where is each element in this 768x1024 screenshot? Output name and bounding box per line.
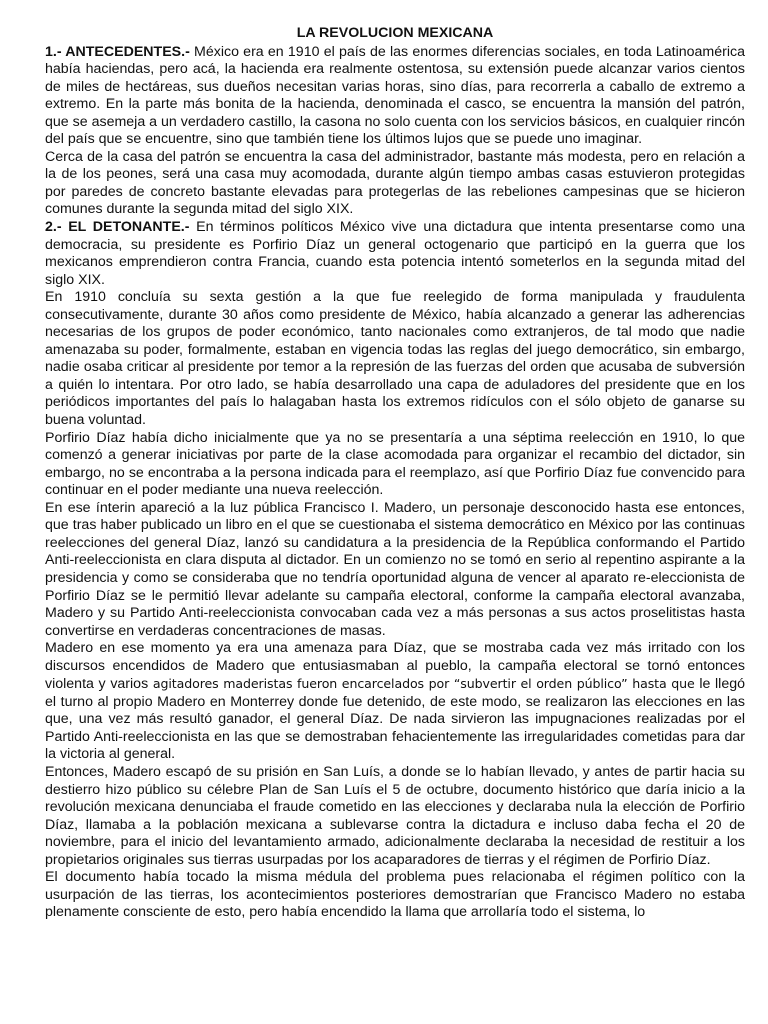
paragraph-part-alt-font: agitadores maderistas fueron encarcelados por “subvertir el orden público” hasta que [152, 676, 695, 692]
section-detonante-paragraph [45, 219, 745, 289]
paragraph-mixed-font [45, 640, 745, 764]
section-antecedentes-body: México era en 1910 el país de las enormes diferencias sociales, en toda Latinoamérica había haciendas, pero acá, la hacienda era realmente ostentosa, su extensión puede alcanzar varios cientos de miles de hectáreas, sus dueños necesitan varias horas, sino días, para recorrerla a caballo de extremo a extremo. En la parte más bonita de la hacienda, denominada el casco, se encuentra la mansión del patrón, que se asemeja a un verdadero castillo, la casona no solo cuenta con los servicios básicos, en cualquier rincón del país que se encuentre, sino que también tiene los últimos lujos que se puede uno imaginar. [45, 43, 745, 148]
paragraph: El documento había tocado la misma médula del problema pues relacionaba el régimen político con la usurpación de las tierras, los acontecimientos posteriores demostrarían que Francisco Madero no estaba plenamente consciente de esto, pero había encendido la llama que arrollaría todo el sistema, lo [45, 869, 745, 921]
paragraph: Entonces, Madero escapó de su prisión en San Luís, a donde se lo habían llevado, y antes de partir hacia su destierro hizo público su célebre Plan de San Luís el 5 de octubre, documento histórico que daría inicio a la revolución mexicana denunciaba el fraude cometido en las elecciones y declaraba nula la elección de Porfirio Díaz, llamaba a la población mexicana a sublevarse contra la dictadura e incluso daba fecha el 20 de noviembre, para el inicio del levantamiento armado, adicionalmente declaraba la necesidad de restituir a los propietarios originales sus tierras usurpadas por los acaparadores de tierras y el régimen de Porfirio Díaz. [45, 763, 745, 868]
document-title: LA REVOLUCION MEXICANA [296, 25, 494, 41]
section-detonante-body: En términos políticos México vive una dictadura que intenta presentarse como una democracia, su presidente es Porfirio Díaz un general octogenario que participó en la guerra que los mexicanos emprendieron contra Francia, cuando esta potencia intentó someterlos en la segunda mitad del siglo XIX. [45, 219, 746, 288]
paragraph: En ese ínterin apareció a la luz pública Francisco I. Madero, un personaje desconocido hasta ese entonces, que tras haber publicado un libro en el que se cuestionaba el sistema democrático en México por las continuas reelecciones del general Díaz, lanzó su candidatura a la presidencia de la República conformando el Partido Anti-reeleccionista en clara disputa al dictador. En un comienzo no se tomó en serio al repentino aspirante a la presidencia y como se consideraba que no tendría oportunidad alguna de vencer al aparato re-eleccionista de Porfirio Díaz se le permitió llevar adelante su campaña electoral, conforme la campaña electoral avanzaba, Madero y su Partido Anti-reeleccionista convocaban cada vez a más personas a sus actos proselitistas hasta convertirse en verdaderas concentraciones de masas. [45, 499, 745, 639]
paragraph-part: le llegó el turno al propio Madero en Monterrey donde fue detenido, de este modo, se realizaron las elecciones en las que, una vez más resultó ganador, el general Díaz. De nada sirvieron las impugnaciones realizadas por el Partido Anti-reeleccionista en las que se demostraban fehacientemente las irregularidades cometidas para dar la victoria al general. [45, 676, 745, 763]
section-heading-antecedentes: 1.- ANTECEDENTES.- [45, 43, 190, 60]
section-heading-detonante: 2.- EL DETONANTE.- [45, 219, 190, 236]
paragraph: En 1910 concluía su sexta gestión a la que fue reelegido de forma manipulada y fraudulenta consecutivamente, durante 30 años como presidente de México, había alcanzado a generar las adherencias necesarias de los grupos de poder económico, tanto nacionales como extranjeros, de tal modo que nadie amenazaba su poder, formalmente, estaban en vigencia todas las reglas del juego democrático, sin embargo, nadie osaba criticar al presidente por temor a la represión de las fuerzas del orden que acusaba de subversión a quién lo intentara. Por otro lado, se había desarrollado una capa de aduladores del presidente que en los periódicos importantes del país lo halagaban hasta los extremos ridículos con el sólo objeto de ganarse su buena voluntad. [45, 289, 745, 429]
paragraph: Porfirio Díaz había dicho inicialmente que ya no se presentaría a una séptima reelección en 1910, lo que comenzó a generar iniciativas por parte de la clase acomodada para organizar el recambio del dictador, sin embargo, no se encontraba a la persona indicada para el reemplazo, así que Porfirio Díaz fue convencido para continuar en el poder mediante una nueva reelección. [45, 429, 745, 499]
paragraph-part: Madero en ese momento ya era una amenaza para Díaz, que se mostraba cada vez más irritado con los discursos encendidos de Madero que entusiasmaban al pueblo, la campaña electoral se tornó entonces violenta y varios [45, 640, 745, 693]
paragraph: Cerca de la casa del patrón se encuentra la casa del administrador, bastante más modesta, pero en relación a la de los peones, será una casa muy acomodada, durante algún tiempo ambas casas estuvieron protegidas por paredes de concreto bastante elevadas para protegerlas de las rebeliones campesinas que se hicieron comunes durante la segunda mitad del siglo XIX. [45, 148, 745, 218]
section-antecedentes-paragraph [45, 44, 745, 149]
